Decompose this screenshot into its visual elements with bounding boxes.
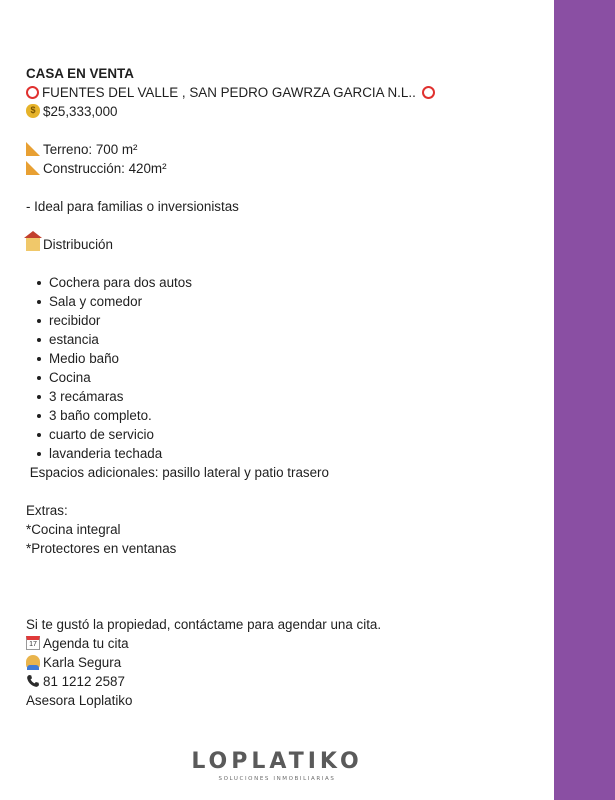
- calendar-icon: [26, 636, 40, 650]
- construccion-line: [26, 159, 546, 178]
- red-circle-icon: [26, 86, 39, 99]
- person-icon: [26, 655, 40, 669]
- brand-name: LOPLATIKO: [191, 749, 363, 774]
- red-circle-icon: [422, 86, 435, 99]
- brand-tagline: SOLUCIONES INMOBILIARIAS: [218, 776, 336, 782]
- construccion-text: Construcción: 420m²: [43, 161, 167, 176]
- listing-title: CASA EN VENTA: [26, 66, 134, 81]
- purple-sidebar: [554, 0, 615, 800]
- distribucion-heading: Distribución: [43, 237, 113, 252]
- phone-line: [26, 672, 546, 691]
- ideal-text: - Ideal para familias o inversionistas: [26, 199, 239, 214]
- list-item: Cochera para dos autos: [36, 273, 546, 292]
- triangular-ruler-icon: [26, 142, 40, 156]
- money-bag-icon: [26, 104, 40, 118]
- location-text: FUENTES DEL VALLE , SAN PEDRO GAWRZA GARCIA N.L..: [42, 85, 416, 100]
- list-item: estancia: [36, 330, 546, 349]
- list-item: 3 recámaras: [36, 387, 546, 406]
- location-line: [26, 83, 546, 102]
- list-item: 3 baño completo.: [36, 406, 546, 425]
- phone-number: 81 1212 2587: [43, 674, 125, 689]
- brand-logo: [0, 749, 554, 782]
- list-item: Cocina: [36, 368, 546, 387]
- price-line: [26, 102, 546, 121]
- agenda-line: [26, 634, 546, 653]
- list-item: lavanderia techada: [36, 444, 546, 463]
- extras-heading: Extras:: [26, 503, 68, 518]
- agent-line: [26, 653, 546, 672]
- listing-content: [26, 64, 546, 710]
- agent-role: Asesora Loplatiko: [26, 693, 133, 708]
- house-icon: [26, 237, 40, 251]
- extras-item: *Cocina integral: [26, 522, 121, 537]
- distribucion-list: [36, 273, 546, 463]
- agenda-text: Agenda tu cita: [43, 636, 129, 651]
- list-item: Medio baño: [36, 349, 546, 368]
- triangular-ruler-icon: [26, 161, 40, 175]
- adicionales-text: Espacios adicionales: pasillo lateral y patio trasero: [26, 465, 329, 480]
- price-text: $25,333,000: [43, 104, 118, 119]
- list-item: cuarto de servicio: [36, 425, 546, 444]
- extras-item: *Protectores en ventanas: [26, 541, 177, 556]
- list-item: Sala y comedor: [36, 292, 546, 311]
- distribucion-heading-line: [26, 235, 546, 254]
- terreno-text: Terreno: 700 m²: [43, 142, 138, 157]
- phone-icon: [26, 674, 40, 688]
- contact-intro: Si te gustó la propiedad, contáctame para agendar una cita.: [26, 617, 382, 632]
- agent-name: Karla Segura: [43, 655, 122, 670]
- list-item: recibidor: [36, 311, 546, 330]
- terreno-line: [26, 140, 546, 159]
